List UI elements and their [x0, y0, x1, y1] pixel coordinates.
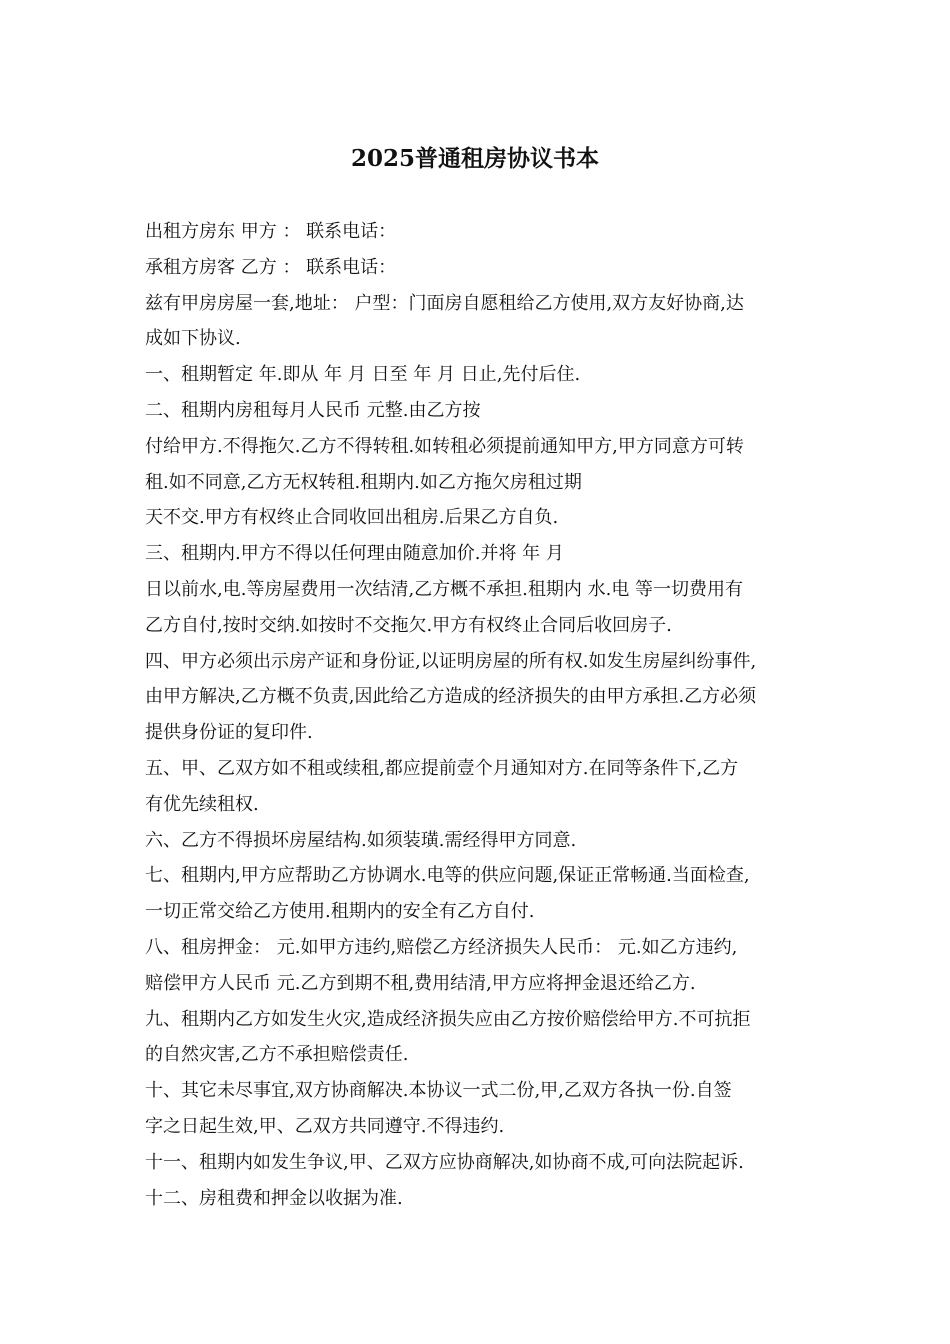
text-line: 五、甲、乙双方如不租或续租,都应提前壹个月通知对方.在同等条件下,乙方: [145, 757, 739, 779]
text-line: 承租方房客 乙方 ： 联系电话：: [145, 256, 397, 278]
document-body: [145, 214, 815, 1216]
document-title: 2025普通租房协议书本: [350, 145, 599, 172]
text-line: 三、租期内.甲方不得以任何理由随意加价.并将 年 月: [145, 543, 564, 565]
text-line: 出租方房东 甲方 ： 联系电话：: [145, 221, 397, 242]
text-line: 有优先续租权.: [145, 793, 259, 815]
text-line: 字之日起生效,甲、乙双方共同遵守.不得违约.: [145, 1115, 505, 1137]
text-line: 八、租房押金： 元.如甲方违约,赔偿乙方经济损失人民币： 元.如乙方违约,: [145, 936, 738, 958]
text-line: 七、租期内,甲方应帮助乙方协调水.电等的供应问题,保证正常畅通.当面检查,: [145, 865, 750, 887]
text-line: 十二、房租费和押金以收据为准.: [145, 1187, 403, 1209]
text-line: 天不交.甲方有权终止合同收回出租房.后果乙方自负.: [145, 507, 559, 529]
text-line: 日以前水,电.等房屋费用一次结清,乙方概不承担.租期内 水.电 等一切费用有: [145, 578, 744, 600]
text-line: 成如下协议.: [145, 328, 241, 350]
text-line: 九、租期内乙方如发生火灾,造成经济损失应由乙方按价赔偿给甲方.不可抗拒: [145, 1008, 751, 1030]
text-line: 十一、租期内如发生争议,甲、乙双方应协商解决,如协商不成,可向法院起诉.: [145, 1151, 744, 1173]
text-line: 六、乙方不得损坏房屋结构.如须装璜.需经得甲方同意.: [145, 829, 577, 851]
text-line: 由甲方解决,乙方概不负责,因此给乙方造成的经济损失的由甲方承担.乙方必须: [145, 686, 757, 708]
text-line: 兹有甲房房屋一套,地址： 户型：门面房自愿租给乙方使用,双方友好协商,达: [145, 292, 744, 314]
text-line: 一切正常交给乙方使用.租期内的安全有乙方自付.: [145, 901, 535, 923]
text-line: 四、甲方必须出示房产证和身份证,以证明房屋的所有权.如发生房屋纠纷事件,: [145, 650, 757, 672]
text-line: 乙方自付,按时交纳.如按时不交拖欠.甲方有权终止合同后收回房子.: [145, 614, 672, 636]
text-line: 十、其它未尽事宜,双方协商解决.本协议一式二份,甲,乙双方各执一份.自签: [145, 1080, 732, 1102]
text-line: 租.如不同意,乙方无权转租.租期内.如乙方拖欠房租过期: [145, 471, 582, 493]
text-line: 的自然灾害,乙方不承担赔偿责任.: [145, 1044, 409, 1066]
text-line: 二、租期内房租每月人民币 元整.由乙方按: [145, 399, 481, 421]
text-line: 赔偿甲方人民币 元.乙方到期不租,费用结清,甲方应将押金退还给乙方.: [145, 972, 696, 994]
text-line: 提供身份证的复印件.: [145, 722, 313, 744]
text-line: 付给甲方.不得拖欠.乙方不得转租.如转租必须提前通知甲方,甲方同意方可转: [145, 435, 744, 457]
text-line: 一、租期暂定 年.即从 年 月 日至 年 月 日止,先付后住.: [145, 364, 581, 386]
